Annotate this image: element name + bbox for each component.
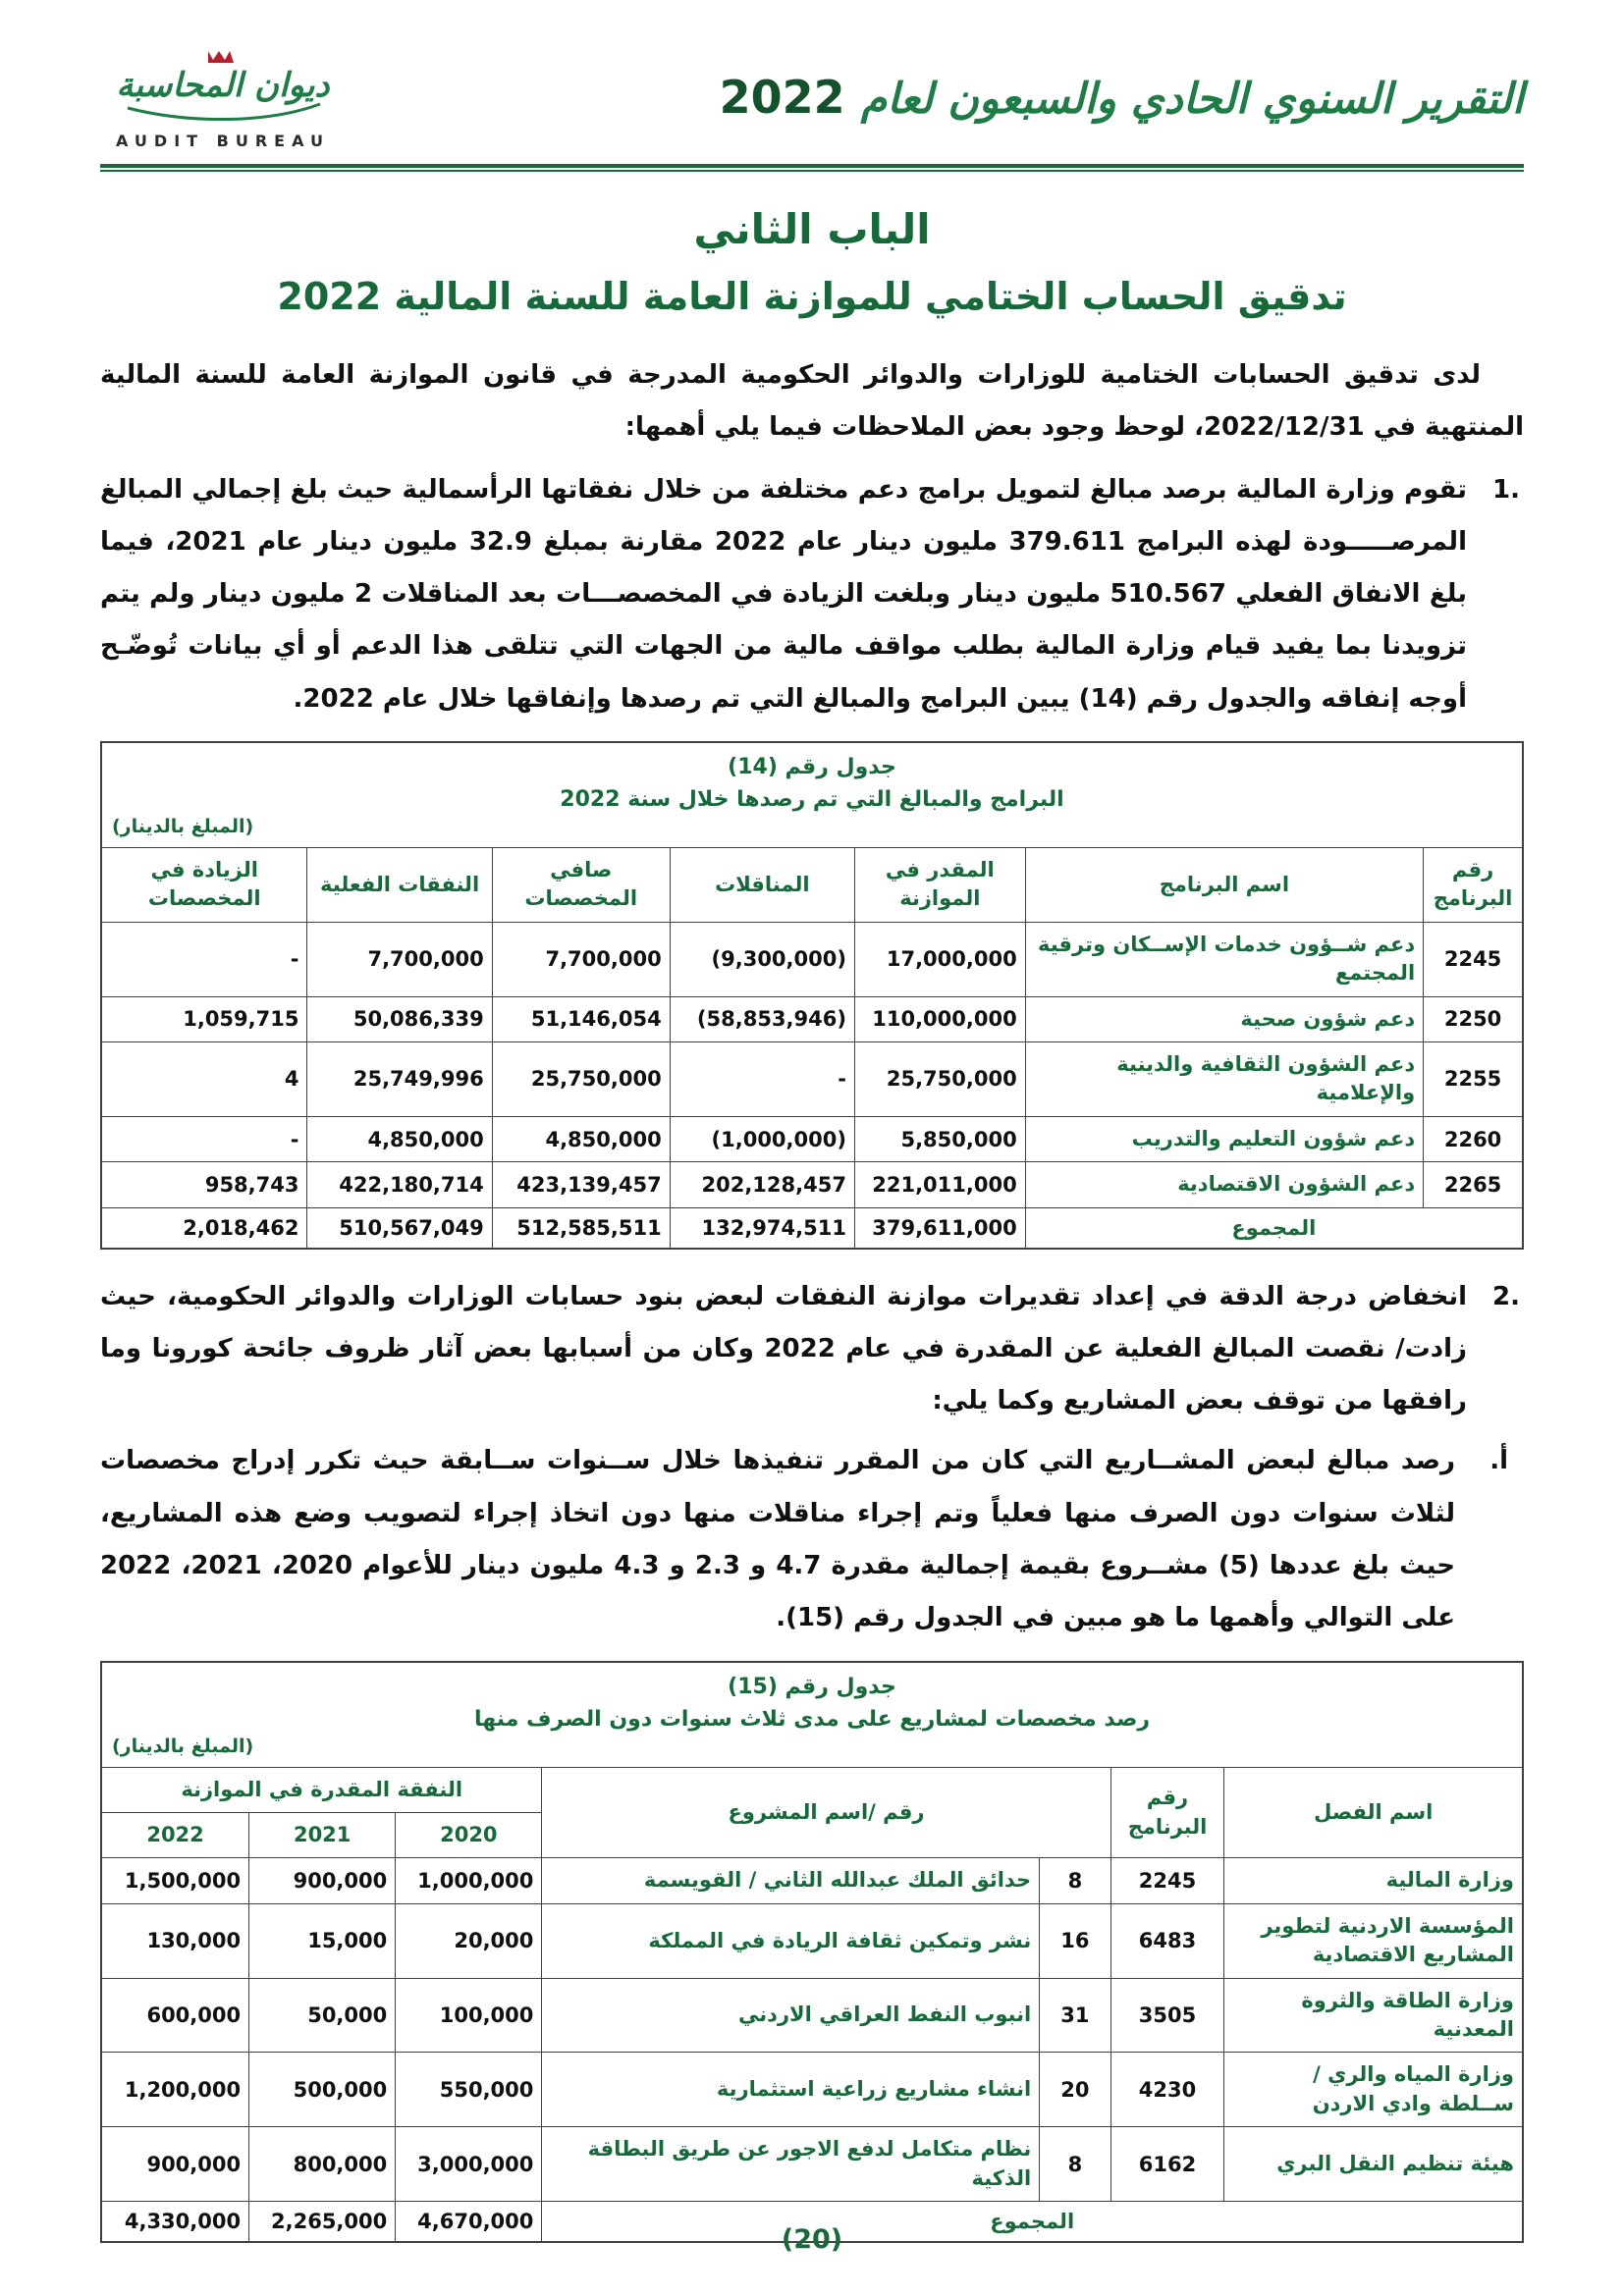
table14-title: جدول رقم (14): [728, 755, 896, 780]
cell-total-label: المجموع: [542, 2201, 1523, 2242]
cell-chapter: هيئة تنظيم النقل البري: [1224, 2127, 1523, 2202]
cell-program-number: 3505: [1110, 1978, 1224, 2053]
cell-net: 51,146,054: [492, 996, 670, 1041]
table14-total-row: [101, 1207, 1523, 1249]
cell-increase: 958,743: [101, 1162, 307, 1207]
cell-project-number: 20: [1040, 2053, 1110, 2127]
table-row: [101, 1858, 1523, 1903]
chapter-title: الباب الثاني: [693, 205, 931, 253]
finding-2-text: انخفاض درجة الدقة في إعداد تقديرات موازنة النفقات لبعض بنود حسابات الوزارات والدوائر الحكومية، حيث زادت/ نقصت المبالغ الفعلية عن المقدرة في عام 2022 وكان من أسبابها بعض آثار ظروف جائحة كورونا وما رافقها من توقف بعض المشاريع وكما يلي:: [100, 1281, 1467, 1416]
cell-program-number: 2260: [1424, 1116, 1523, 1161]
cell-2020: 100,000: [396, 1978, 542, 2053]
cell-2022: 900,000: [101, 2127, 249, 2202]
cell-increase: 4: [101, 1042, 307, 1117]
cell-estimate: 110,000,000: [854, 996, 1025, 1041]
table-row: [101, 1978, 1523, 2053]
cell-estimate: 17,000,000: [854, 922, 1025, 996]
col-program-name: اسم البرنامج: [1025, 848, 1423, 923]
cell-program-number: 6483: [1110, 1903, 1224, 1978]
table15-unit-label: (المبلغ بالدينار): [112, 1735, 254, 1757]
table-row: [101, 2127, 1523, 2202]
table15-subtitle: رصد مخصصات لمشاريع على مدى ثلاث سنوات دون الصرف منها: [473, 1706, 1151, 1732]
cell-actual: 422,180,714: [307, 1162, 492, 1207]
col-budget-estimate-group: النفقة المقدرة في الموازنة: [101, 1767, 542, 1812]
page-number: (20): [781, 2224, 843, 2255]
cell-project-name: انبوب النفط العراقي الاردني: [542, 1978, 1040, 2053]
cell-project-number: 8: [1040, 1858, 1110, 1903]
page-header: [100, 45, 1524, 150]
cell-total-increase: 2,018,462: [101, 1207, 307, 1249]
col-budget-estimate: المقدر في الموازنة: [854, 848, 1025, 923]
cell-program-number: 2245: [1110, 1858, 1224, 1903]
cell-2020: 3,000,000: [396, 2127, 542, 2202]
cell-total-actual: 510,567,049: [307, 1207, 492, 1249]
cell-total-label: المجموع: [1025, 1207, 1523, 1249]
col-year-2020: 2020: [396, 1813, 542, 1858]
table-row: [101, 1042, 1523, 1117]
cell-2022: 130,000: [101, 1903, 249, 1978]
cell-actual: 25,749,996: [307, 1042, 492, 1117]
cell-chapter: وزارة المالية: [1224, 1858, 1523, 1903]
cell-total-2020: 4,670,000: [396, 2201, 542, 2242]
sub-finding-a-text: رصد مبالغ لبعض المشــاريع التي كان من المقرر تنفيذها خلال ســنوات ســابقة حيث تكرر إدراج مخصصات لثلاث سنوات دون الصرف منها فعلياً وتم إجراء مناقلات منها دون اتخاذ إجراء لتصويب وضع هذه المشاريع، حيث بلغ عددها (5) مشــروع بقيمة إجمالية مقدرة 4.7 و 2.3 و 4.3 مليون دينار للأعوام 2020، 2021، 2022 على التوالي وأهمها ما هو مبين في الجدول رقم (15).: [100, 1446, 1455, 1633]
table15-header-row: [101, 1767, 1523, 1812]
cell-transfers: (9,300,000): [670, 922, 854, 996]
cell-2021: 800,000: [249, 2127, 396, 2202]
cell-program-number: 2245: [1424, 922, 1523, 996]
table14-caption-row: [101, 742, 1523, 848]
table-row: [101, 922, 1523, 996]
cell-program-number: 2265: [1424, 1162, 1523, 1207]
cell-net: 4,850,000: [492, 1116, 670, 1161]
cell-estimate: 221,011,000: [854, 1162, 1025, 1207]
cell-2021: 50,000: [249, 1978, 396, 2053]
table14-header-row: [101, 848, 1523, 923]
cell-total-2022: 4,330,000: [101, 2201, 249, 2242]
finding-2: [100, 1271, 1524, 1428]
cell-2021: 900,000: [249, 1858, 396, 1903]
cell-project-name: حدائق الملك عبدالله الثاني / القويسمة: [542, 1858, 1040, 1903]
cell-program-number: 2255: [1424, 1042, 1523, 1117]
sub-finding-a: [100, 1435, 1512, 1644]
table14-subtitle: البرامج والمبالغ التي تم رصدها خلال سنة 2022: [560, 787, 1064, 813]
cell-project-number: 31: [1040, 1978, 1110, 2053]
table14-unit-label: (المبلغ بالدينار): [112, 816, 254, 838]
col-program-number: رقم البرنامج: [1424, 848, 1523, 923]
cell-program-number: 4230: [1110, 2053, 1224, 2127]
report-title: [720, 71, 1524, 124]
cell-2022: 1,500,000: [101, 1858, 249, 1903]
cell-transfers: -: [670, 1042, 854, 1117]
col-project: رقم /اسم المشروع: [542, 1767, 1110, 1858]
cell-program-name: دعم الشؤون الاقتصادية: [1025, 1162, 1423, 1207]
col-allocation-increase: الزيادة في المخصصات: [101, 848, 307, 923]
header-divider: [100, 164, 1524, 172]
col-year-2022: 2022: [101, 1813, 249, 1858]
col-program-number: رقم البرنامج: [1110, 1767, 1224, 1858]
cell-2021: 15,000: [249, 1903, 396, 1978]
chapter-subtitle: تدقيق الحساب الختامي للموازنة العامة للسنة المالية 2022: [277, 275, 1347, 318]
crown-icon: [208, 51, 234, 63]
cell-total-2021: 2,265,000: [249, 2201, 396, 2242]
cell-2020: 20,000: [396, 1903, 542, 1978]
col-net-allocations: صافي المخصصات: [492, 848, 670, 923]
cell-estimate: 25,750,000: [854, 1042, 1025, 1117]
table-14: [100, 741, 1524, 1250]
logo-flourish: [128, 104, 320, 120]
finding-1-text: تقوم وزارة المالية برصد مبالغ لتمويل برامج دعم مختلفة من خلال نفقاتها الرأسمالية حيث بلغ إجمالي المبالغ المرصـــــودة لهذه البرامج 379.611 مليون دينار عام 2022 مقارنة بمبلغ 32.9 مليون دينار عام 2021، فيما بلغ الانفاق الفعلي 510.567 مليون دينار وبلغت الزيادة في المخصصـــات بعد المناقلات 2 مليون دينار ولم يتم تزويدنا بما يفيد قيام وزارة المالية بطلب مواقف مالية من الجهات التي تتلقى هذا الدعم أو أي بيانات تُوضّـح أوجه إنفاقه والجدول رقم (14) يبين البرامج والمبالغ التي تم رصدها وإنفاقها خلال عام 2022.: [100, 474, 1468, 714]
table15-title: جدول رقم (15): [728, 1674, 896, 1699]
logo-english-label: AUDIT BUREAU: [116, 132, 330, 150]
cell-chapter: المؤسسة الاردنية لتطوير المشاريع الاقتصادية: [1224, 1903, 1523, 1978]
cell-project-name: نظام متكامل لدفع الاجور عن طريق البطاقة الذكية: [542, 2127, 1040, 2202]
cell-program-name: دعم شؤون صحية: [1025, 996, 1423, 1041]
cell-net: 423,139,457: [492, 1162, 670, 1207]
cell-total-net: 512,585,511: [492, 1207, 670, 1249]
cell-2020: 1,000,000: [396, 1858, 542, 1903]
cell-actual: 4,850,000: [307, 1116, 492, 1161]
cell-2020: 550,000: [396, 2053, 542, 2127]
cell-2022: 600,000: [101, 1978, 249, 2053]
cell-transfers: 202,128,457: [670, 1162, 854, 1207]
list-marker-a: أ.: [1489, 1446, 1508, 1476]
report-title-text: التقرير السنوي الحادي والسبعون لعام: [860, 75, 1524, 124]
cell-transfers: (58,853,946): [670, 996, 854, 1041]
list-marker-2: 2.: [1492, 1281, 1520, 1311]
cell-increase: -: [101, 922, 307, 996]
table-row: [101, 1162, 1523, 1207]
col-actual-expenditures: النفقات الفعلية: [307, 848, 492, 923]
list-marker-1: 1.: [1492, 474, 1520, 505]
cell-net: 25,750,000: [492, 1042, 670, 1117]
cell-chapter: وزارة المياه والري / ســلطة وادي الاردن: [1224, 2053, 1523, 2127]
cell-increase: 1,059,715: [101, 996, 307, 1041]
cell-total-transfers: 132,974,511: [670, 1207, 854, 1249]
audit-bureau-logo: [100, 45, 346, 150]
table15-caption-row: [101, 1662, 1523, 1768]
cell-actual: 7,700,000: [307, 922, 492, 996]
cell-project-number: 16: [1040, 1903, 1110, 1978]
cell-project-name: نشر وتمكين ثقافة الريادة في المملكة: [542, 1903, 1040, 1978]
report-title-year: 2022: [719, 71, 845, 124]
cell-project-number: 8: [1040, 2127, 1110, 2202]
finding-1: [100, 464, 1524, 725]
cell-estimate: 5,850,000: [854, 1116, 1025, 1161]
cell-2022: 1,200,000: [101, 2053, 249, 2127]
table-row: [101, 996, 1523, 1041]
logo-arabic-text: ديوان المحاسبة: [116, 66, 330, 105]
cell-chapter: وزارة الطاقة والثروة المعدنية: [1224, 1978, 1523, 2053]
cell-total-estimate: 379,611,000: [854, 1207, 1025, 1249]
cell-increase: -: [101, 1116, 307, 1161]
intro-paragraph: لدى تدقيق الحسابات الختامية للوزارات والدوائر الحكومية المدرجة في قانون الموازنة العامة للسنة المالية المنتهية في 2022/12/31، لوحظ وجود بعض الملاحظات فيما يلي أهمها:: [100, 360, 1524, 443]
cell-program-number: 6162: [1110, 2127, 1224, 2202]
col-chapter-name: اسم الفصل: [1224, 1767, 1523, 1858]
table-row: [101, 1903, 1523, 1978]
cell-transfers: (1,000,000): [670, 1116, 854, 1161]
cell-program-name: دعم شــؤون خدمات الإســكان وترقية المجتمع: [1025, 922, 1423, 996]
table-15: [100, 1661, 1524, 2243]
col-transfers: المناقلات: [670, 848, 854, 923]
cell-project-name: انشاء مشاريع زراعية استثمارية: [542, 2053, 1040, 2127]
logo-calligraphy-icon: [110, 45, 336, 130]
table-row: [101, 2053, 1523, 2127]
col-year-2021: 2021: [249, 1813, 396, 1858]
cell-net: 7,700,000: [492, 922, 670, 996]
cell-2021: 500,000: [249, 2053, 396, 2127]
cell-program-name: دعم الشؤون الثقافية والدينية والإعلامية: [1025, 1042, 1423, 1117]
cell-actual: 50,086,339: [307, 996, 492, 1041]
cell-program-name: دعم شؤون التعليم والتدريب: [1025, 1116, 1423, 1161]
table-row: [101, 1116, 1523, 1161]
cell-program-number: 2250: [1424, 996, 1523, 1041]
